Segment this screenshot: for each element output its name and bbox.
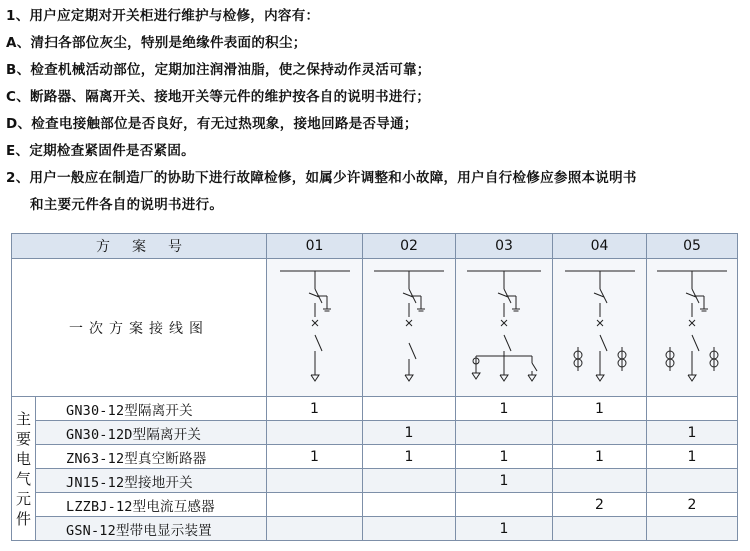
item-value: 1: [456, 517, 553, 541]
note-line-b: B、检查机械活动部位，定期加注润滑油脂，使之保持动作灵活可靠；: [6, 62, 431, 78]
scheme-05-diagram: [647, 259, 738, 397]
scheme-02-header: 02: [363, 234, 456, 259]
scheme-01-diagram: [267, 259, 363, 397]
group-label-cell: [12, 397, 36, 541]
scheme-01-header: 01: [267, 234, 363, 259]
table-row: [12, 517, 738, 541]
scheme-02-diagram: [363, 259, 456, 397]
table-row: [12, 493, 738, 517]
item-name: GN30-12D型隔离开关: [36, 421, 267, 445]
scheme-table: [11, 233, 737, 547]
item-value: 1: [647, 421, 738, 445]
table-row: [12, 421, 738, 445]
item-value: 2: [647, 493, 738, 517]
item-value: [363, 469, 456, 493]
note-line-2: 2、用户一般应在制造厂的协助下进行故障检修，如属少许调整和小故障，用户自行检修应参照本说明书: [6, 170, 637, 186]
item-value: [456, 493, 553, 517]
item-value: 1: [267, 445, 363, 469]
item-value: [363, 397, 456, 421]
item-value: [647, 469, 738, 493]
diagram-row: [12, 259, 738, 397]
item-value: 2: [553, 493, 647, 517]
item-value: [456, 421, 553, 445]
scheme-03-diagram: [456, 259, 553, 397]
item-value: 1: [647, 445, 738, 469]
item-name: LZZBJ-12型电流互感器: [36, 493, 267, 517]
scheme-05-header: 05: [647, 234, 738, 259]
scheme-03-header: 03: [456, 234, 553, 259]
scheme-04-diagram: [553, 259, 647, 397]
item-value: 1: [267, 397, 363, 421]
item-value: 1: [456, 469, 553, 493]
item-value: [267, 517, 363, 541]
item-name: GSN-12型带电显示装置: [36, 517, 267, 541]
item-name: ZN63-12型真空断路器: [36, 445, 267, 469]
item-value: [363, 493, 456, 517]
scheme-04-header: 04: [553, 234, 647, 259]
item-name: JN15-12型接地开关: [36, 469, 267, 493]
note-line-c: C、断路器、隔离开关、接地开关等元件的维护按各自的说明书进行；: [6, 89, 431, 105]
item-value: [647, 517, 738, 541]
header-row: [12, 234, 738, 259]
item-value: [553, 421, 647, 445]
item-value: [553, 517, 647, 541]
item-value: [267, 421, 363, 445]
item-value: 1: [456, 445, 553, 469]
item-value: 1: [363, 421, 456, 445]
group-label: 主要电气元件: [15, 409, 31, 528]
table-row: [12, 397, 738, 421]
header-label: 方案号: [12, 234, 267, 259]
item-name: GN30-12型隔离开关: [36, 397, 267, 421]
item-value: 1: [363, 445, 456, 469]
item-value: 1: [553, 445, 647, 469]
item-value: [553, 469, 647, 493]
item-value: 1: [553, 397, 647, 421]
note-line-e: E、定期检查紧固件是否紧固。: [6, 143, 195, 159]
diagram-label: 一次方案接线图: [12, 259, 267, 397]
note-line-a: A、清扫各部位灰尘，特别是绝缘件表面的积尘；: [6, 35, 307, 51]
item-value: [267, 469, 363, 493]
note-line-d: D、检查电接触部位是否良好，有无过热现象，接地回路是否导通；: [6, 116, 418, 132]
table-row: [12, 469, 738, 493]
item-value: [647, 397, 738, 421]
item-value: [267, 493, 363, 517]
note-line-2-cont: 和主要元件各自的说明书进行。: [30, 197, 224, 213]
table-row: [12, 445, 738, 469]
note-line-1: 1、用户应定期对开关柜进行维护与检修，内容有：: [6, 8, 320, 24]
item-value: [363, 517, 456, 541]
item-value: 1: [456, 397, 553, 421]
